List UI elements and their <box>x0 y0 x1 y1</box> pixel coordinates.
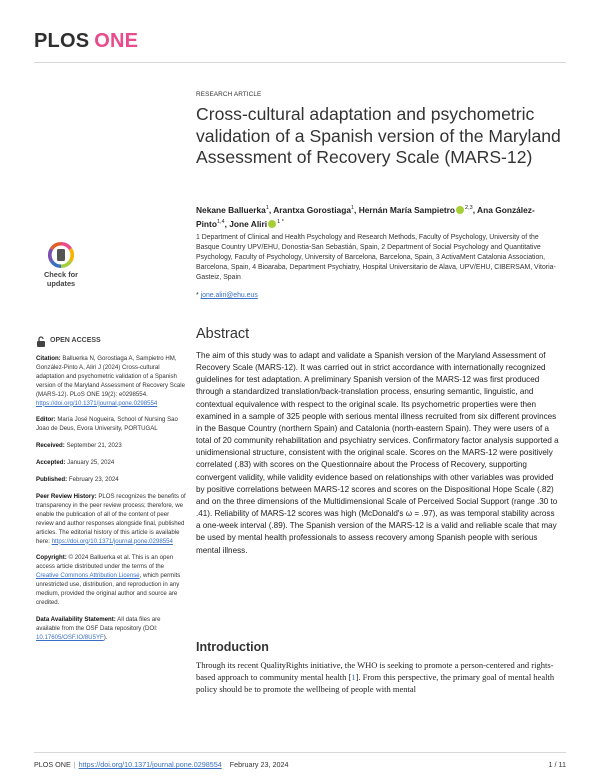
license-link[interactable]: Creative Commons Attribution License <box>36 572 140 580</box>
introduction-text <box>196 659 560 696</box>
intro-text-b: ]. From this perspective, the primary goal of mental health policy should be to promote the wellbeing of people with mental <box>196 672 555 695</box>
author-affil-sup: 1,4 <box>216 219 225 226</box>
badge-line1: Check for <box>43 270 79 279</box>
intro-text-a: Through its recent QualityRights initiative, the WHO is seeking to promote a person-centered and rights-based approach to community mental health [ <box>196 660 554 683</box>
logo-one-text: ONE <box>94 30 139 52</box>
received-block <box>36 442 186 451</box>
article-title: Cross-cultural adaptation and psychometric validation of a Spanish version of the Maryland Assessment of Recovery Scale (MARS-12) <box>196 104 561 167</box>
data-availability-text: All data files are available from the OSF Data repository (DOI: <box>36 615 161 632</box>
received-date: September 21, 2023 <box>64 442 122 450</box>
editor-block <box>36 416 186 434</box>
data-availability-end: ). <box>103 633 108 641</box>
author-name[interactable]: Pinto <box>196 219 217 230</box>
author-list <box>196 202 556 231</box>
citation-label: Citation: <box>36 355 61 362</box>
orcid-icon[interactable] <box>456 206 464 214</box>
footer-doi-link[interactable]: https://doi.org/10.1371/journal.pone.0298554 <box>78 760 222 769</box>
open-lock-icon <box>36 336 46 347</box>
osf-doi-link[interactable]: 10.17605/OSF.IO/8U5YF <box>36 633 104 641</box>
author-name[interactable]: , Ana González- <box>472 204 535 215</box>
copyright-label: Copyright: <box>36 554 67 562</box>
corresponding-email <box>196 292 258 299</box>
peer-review-label: Peer Review History: <box>36 492 97 500</box>
published-block <box>36 476 186 485</box>
badge-line2: updates <box>46 278 76 288</box>
footer-date: February 23, 2024 <box>229 760 289 769</box>
abstract-heading: Abstract <box>196 326 250 342</box>
published-date: February 23, 2024 <box>67 476 119 484</box>
data-availability-label: Data Availability Statement: <box>36 615 116 623</box>
accepted-date: January 25, 2024 <box>65 459 115 467</box>
plos-one-logo[interactable] <box>34 30 138 53</box>
peer-review-text: PLOS recognizes the benefits of transparency in the peer review process; therefore, we enable the publication of all of the content of peer review and author responses alongside final, published articles. The editorial history of this article is available here: <box>36 492 186 545</box>
footer-journal: PLOS ONE <box>34 760 71 769</box>
open-access-label <box>36 336 186 347</box>
peer-review-link[interactable]: https://doi.org/10.1371/journal.pone.0298554 <box>51 537 173 545</box>
article-type: RESEARCH ARTICLE <box>196 91 262 98</box>
email-prefix: * <box>196 292 201 299</box>
page-number: 1 / 11 <box>548 760 566 769</box>
author-name[interactable]: , Hernán María Sampietro <box>354 204 456 215</box>
affiliations: 1 Department of Clinical and Health Psychology and Research Methods, Faculty of Psychology, University of the Basque Country UPV/EHU, Donostia-San Sebastián, Spain, 2 Department of Social Psychology and Quantitative Psychology, Faculty of Psychology, University of Barcelona, Barcelona, Spain, 3 ActivaMent Catalonia Association, Barcelona, Spain, 4 Bioaraba, Department Psychiatry, Hospital Universitario de Alava, UPV/EHU, CIBERSAM, Vitoria-Gasteiz, Spain <box>196 234 556 282</box>
data-availability-block <box>36 616 186 643</box>
author-affil-sup: 2,3 <box>465 205 473 211</box>
copyright-block <box>36 554 186 607</box>
accepted-label: Accepted: <box>36 459 66 467</box>
footer-divider <box>34 752 566 753</box>
citation-doi-link[interactable]: https://doi.org/10.1371/journal.pone.0298554 <box>36 399 158 407</box>
check-for-updates-label <box>37 271 85 289</box>
accepted-block <box>36 459 186 468</box>
article-sidebar <box>36 336 186 651</box>
citation-text: Balluerka N, Gorostiaga A, Sampietro HM, González-Pinto A, Aliri J (2024) Cross-cultural adaptation and psychometric validation of a Spanish version of the Maryland Assessment of Recovery Scale (MARS-12). PLoS ONE 19(2): e0298554. <box>36 355 186 398</box>
author-name[interactable]: Nekane Balluerka <box>196 204 266 215</box>
logo-plos-text: PLOS <box>34 30 90 52</box>
footer-separator <box>225 760 227 769</box>
author-name[interactable]: , Arantxa Gorostiaga <box>268 204 351 215</box>
check-updates-icon <box>37 240 85 270</box>
peer-review-block <box>36 493 186 546</box>
author-affil-sup: 1 * <box>277 219 284 226</box>
introduction-heading: Introduction <box>196 640 269 654</box>
copyright-text: © 2024 Balluerka et al. This is an open access article distributed under the terms of the <box>36 554 174 571</box>
author-name[interactable]: , Jone Aliri <box>224 219 268 230</box>
editor-label: Editor: <box>36 416 56 424</box>
copyright-text-end: , which permits unrestricted use, distribution, and reproduction in any medium, provided the original author and source are credited. <box>36 572 181 606</box>
abstract-text: The aim of this study was to adapt and validate a Spanish version of the Maryland Assessment of Recovery Scale (MARS-12). It was carried out in strict accordance with internationally recognized guidelines for test adaptation. A preliminary Spanish version of the MARS-12 was first produced through a standardized translation/back-translation process, ensuring semantic, linguistic, and contextual equivalence with respect to the original scale. Its psychometric properties were then examined in a sample of 325 people with serious mental illness recruited from six different provinces in the Basque Country (northern Spain) and Catalonia (north-eastern Spain). They were users of a total of 20 community rehabilitation and psychiatry services. Confirmatory factor analysis supported a unidimensional structure, consistent with the original scale. Scores on the MARS-12 were positively correlated (.83) with scores on the Questionnaire about the Process of Recovery, supporting convergent validity, while validity evidence based on relationships with other variables was provided by positive correlations between MARS-12 scores and scores on the Dispositional Hope Scale (.82) and on the three dimensions of the Multidimensional Scale of Perceived Social Support (range .30 to .41). Reliability of MARS-12 scores was high (McDonald's ω = .97), as was temporal stability across a one-week interval (.89). The Spanish version of the MARS-12 is a valid and reliable scale that may be used by mental health professionals to assess recovery among Spanish people with serious mental illness. <box>196 351 559 555</box>
footer-separator: | <box>73 760 76 769</box>
received-label: Received: <box>36 442 65 450</box>
published-label: Published: <box>36 476 68 484</box>
email-link[interactable]: jone.aliri@ehu.eus <box>200 292 258 299</box>
author-affil-sup: 1 <box>265 205 269 211</box>
orcid-icon[interactable] <box>268 220 276 228</box>
editor-text: María José Nogueira, School of Nursing Sao Joao de Deus, Evora University, PORTUGAL <box>36 416 178 433</box>
page-footer <box>34 760 288 769</box>
reference-link[interactable]: 1 <box>351 672 356 683</box>
header-divider <box>34 62 566 63</box>
open-access-text: OPEN ACCESS <box>50 337 101 345</box>
author-affil-sup: 1 <box>350 205 355 211</box>
citation-block <box>36 355 186 408</box>
